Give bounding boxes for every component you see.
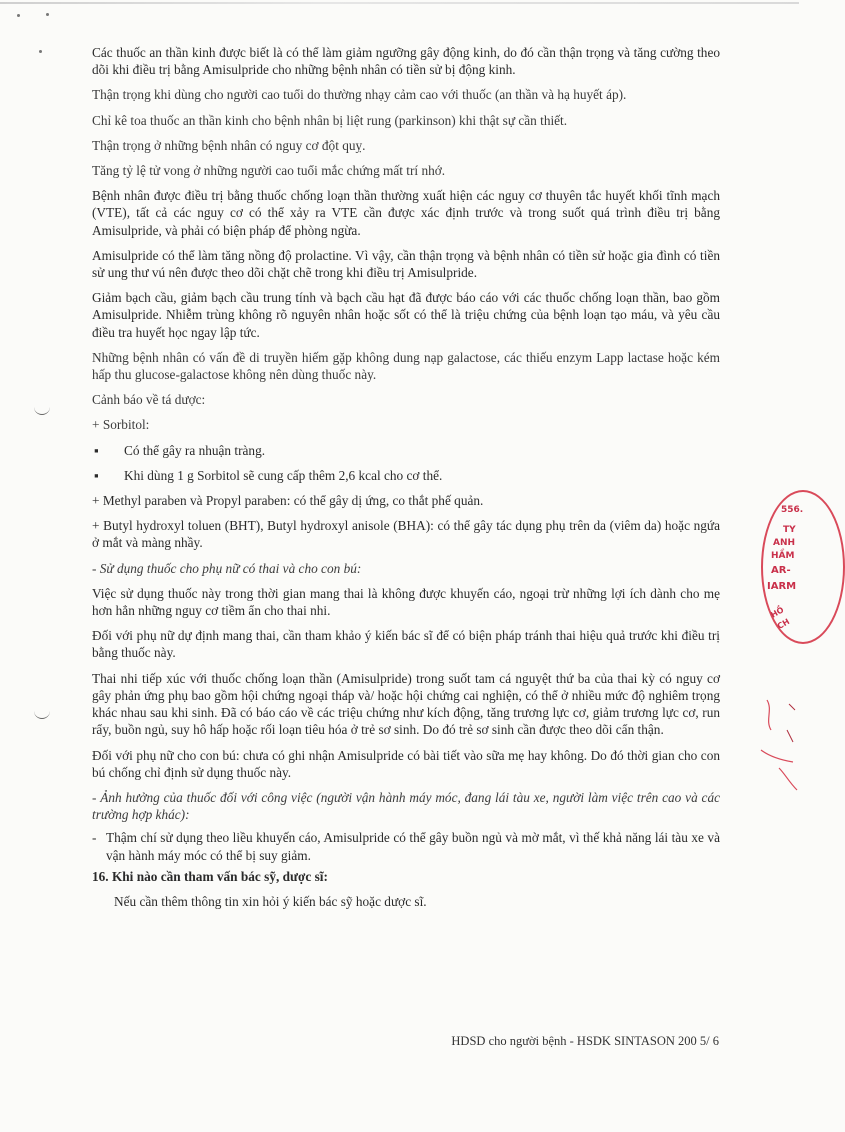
paragraph: Đối với phụ nữ cho con bú: chưa có ghi nhận Amisulpride có bài tiết vào sữa mẹ hay không. Do đó thời gian cho con bú chống chỉ định sử dụng thuốc này. bbox=[92, 747, 720, 780]
paragraph: Amisulpride có thể làm tăng nồng độ prolactine. Vì vậy, cần thận trọng và bệnh nhân có tiền sử hoặc gia đình có tiền sử ung thư vú nên được theo dõi chặt chẽ trong khi điều trị Amisulpride. bbox=[92, 247, 720, 281]
paragraph: Thận trọng ở những bệnh nhân có nguy cơ đột quỵ. bbox=[92, 137, 366, 153]
page-footer: HDSD cho người bệnh - HSDK SINTASON 200 5/ 6 bbox=[451, 1034, 719, 1048]
stamp-text: AR- bbox=[771, 565, 791, 576]
stamp-text: HẦM bbox=[771, 551, 795, 561]
list-item-text: Thậm chí sử dụng theo liều khuyến cáo, Amisulpride có thể gây buồn ngủ và mờ mắt, vì thế khả năng lái tàu xe và vận hành máy móc có thể bị suy giảm. bbox=[106, 830, 720, 863]
bullet-icon: ▪ bbox=[94, 442, 99, 458]
binder-hole-mark bbox=[34, 404, 50, 415]
scan-speck bbox=[39, 50, 42, 53]
paragraph: Chỉ kê toa thuốc an thần kinh cho bệnh nhân bị liệt rung (parkinson) khi thật sự cần thiết. bbox=[92, 112, 568, 128]
list-item-text: Khi dùng 1 g Sorbitol sẽ cung cấp thêm 2,6 kcal cho cơ thể. bbox=[124, 467, 443, 483]
stamp-text: IARM bbox=[767, 581, 797, 592]
list-item bbox=[92, 829, 720, 863]
paraben-warning: + Methyl paraben và Propyl paraben: có thể gây dị ứng, co thắt phế quản. bbox=[92, 493, 484, 509]
stamp-text: 556. bbox=[781, 505, 804, 515]
paragraph: Thận trọng khi dùng cho người cao tuổi do thường nhạy cảm cao với thuốc (an thần và hạ huyết áp). bbox=[92, 87, 627, 103]
paragraph: Đối với phụ nữ dự định mang thai, cần tham khảo ý kiến bác sĩ để có biện pháp tránh thai hiệu quả trước khi điều trị bằng thuốc này. bbox=[92, 628, 720, 661]
list-item-text: Có thể gây ra nhuận tràng. bbox=[124, 442, 266, 458]
paragraph: Việc sử dụng thuốc này trong thời gian mang thai là không được khuyến cáo, ngoại trừ những lợi ích dành cho mẹ hơn hẳn những nguy cơ tiềm ẩn cho thai nhi. bbox=[92, 585, 720, 619]
paragraph: Tăng tỷ lệ tử vong ở những người cao tuổi mắc chứng mất trí nhớ. bbox=[92, 163, 446, 179]
list-item bbox=[92, 442, 720, 459]
paragraph: Bệnh nhân được điều trị bằng thuốc chống loạn thần thường xuất hiện các nguy cơ thuyên tắc huyết khối tĩnh mạch (VTE), tất cả các nguy cơ có thể xảy ra VTE cần được xác định trước và trong suốt quá trình điều trị bằng Amisulpride, và phải có biện pháp để phòng ngừa. bbox=[92, 188, 720, 238]
list-item bbox=[92, 467, 720, 484]
driving-heading: - Ảnh hưởng của thuốc đối với công việc (người vận hành máy móc, đang lái tàu xe, người làm việc trên cao và các trường hợp khác): bbox=[92, 789, 720, 823]
dash-marker: - bbox=[92, 830, 97, 846]
paragraph: Nếu cần thêm thông tin xin hỏi ý kiến bác sỹ hoặc dược sĩ. bbox=[114, 893, 427, 909]
section-title: 16. Khi nào cần tham vấn bác sỹ, dược sĩ: bbox=[92, 868, 328, 884]
paragraph: Thai nhi tiếp xúc với thuốc chống loạn thần (Amisulpride) trong suốt tam cá nguyệt thứ ba của thai kỳ có nguy cơ gây phản ứng phụ bao gồm hội chứng ngoại tháp và/ hoặc hội chứng cai nghiện, có thể ở nhiều mức độ nghiêm trọng khác nhau sau khi sinh. Đã có báo cáo về các triệu chứng như kích động, tăng trương lực cơ, giảm trương lực cơ, run rẩy, buồn ngủ, suy hô hấp hoặc rối loạn tiêu hóa ở trẻ sơ sinh. Do đó trẻ sơ sinh cần được theo dõi cẩn thận. bbox=[92, 670, 720, 738]
scan-speck bbox=[17, 14, 20, 17]
sorbitol-label: + Sorbitol: bbox=[92, 417, 150, 433]
document-body bbox=[92, 44, 720, 918]
pregnancy-heading: - Sử dụng thuốc cho phụ nữ có thai và cho con bú: bbox=[92, 560, 362, 576]
bht-warning: + Butyl hydroxyl toluen (BHT), Butyl hydroxyl anisole (BHA): có thể gây tác dụng phụ trên da (viêm da) hoặc ngứa ở mắt và màng nhầy. bbox=[92, 518, 720, 551]
company-stamp bbox=[759, 490, 804, 640]
paragraph: Những bệnh nhân có vấn đề di truyền hiếm gặp không dung nạp galactose, các thiếu enzym Lapp lactase hoặc kém hấp thu glucose-galactose không nên dùng thuốc này. bbox=[92, 349, 720, 383]
top-edge-line bbox=[0, 2, 799, 4]
paragraph: Giảm bạch cầu, giảm bạch cầu trung tính và bạch cầu hạt đã được báo cáo với các thuốc chống loạn thần, bao gồm Amisulpride. Nhiễm trùng không rõ nguyên nhân hoặc sốt có thể là triệu chứng của bệnh loạn tạo máu, và yêu cầu điều tra huyết học ngay lập tức. bbox=[92, 290, 720, 340]
bullet-icon: ▪ bbox=[94, 467, 99, 483]
excipient-heading: Cảnh báo về tá dược: bbox=[92, 392, 206, 408]
signature-mark bbox=[759, 690, 799, 820]
paragraph: Các thuốc an thần kinh được biết là có thể làm giảm ngưỡng gây động kinh, do đó cần thận trọng và tăng cường theo dõi khi điều trị bằng Amisulpride cho những bệnh nhân có tiền sử bị động kinh. bbox=[92, 45, 720, 78]
stamp-text: HỒ CH bbox=[769, 605, 792, 632]
scan-speck bbox=[46, 13, 49, 16]
stamp-text: ANH bbox=[773, 538, 796, 548]
stamp-text: TY bbox=[783, 525, 796, 535]
binder-hole-mark bbox=[34, 708, 50, 719]
